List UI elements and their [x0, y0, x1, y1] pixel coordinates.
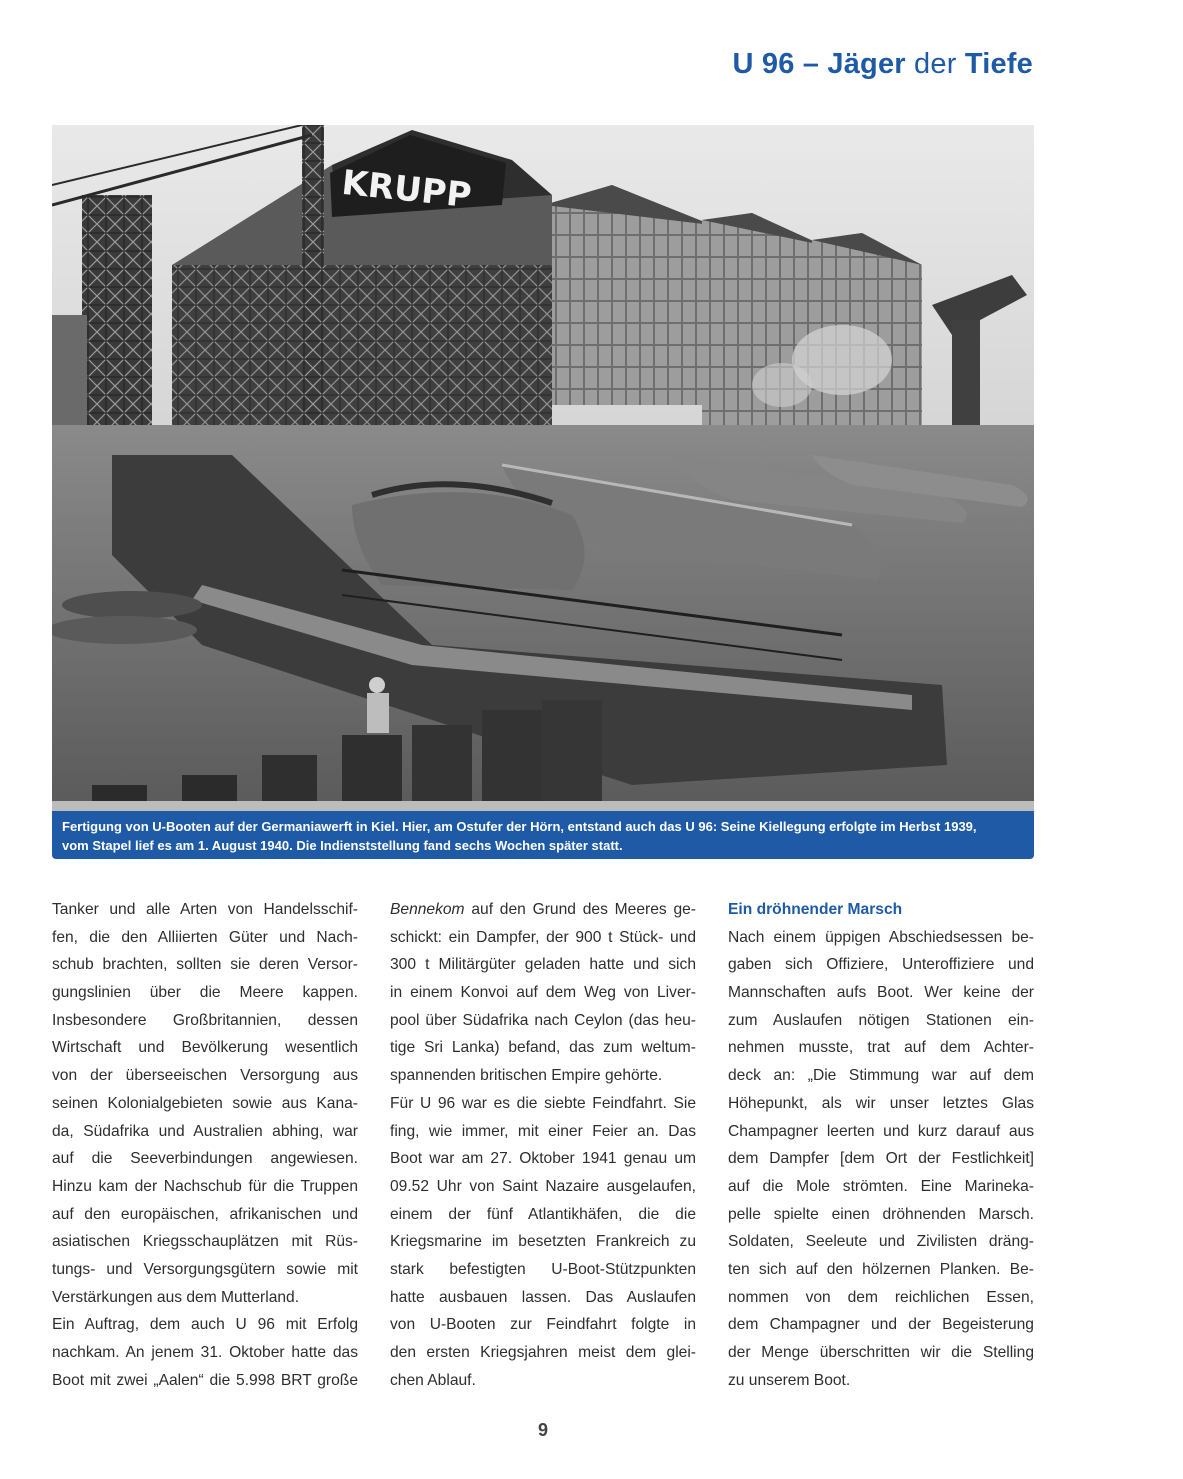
text-column-3 [728, 896, 1034, 1394]
shipyard-photo [52, 125, 1034, 811]
caption-line: Fertigung von U-Booten auf der Germaniawerft in Kiel. Hier, am Ostufer der Hörn, entstand auch das U 96: Seine Kiellegung erfolgte im Herbst 1939, [62, 819, 977, 834]
text-line: nommen von dem reichlichen Essen, [728, 1288, 1034, 1306]
text-line: pelle spielte einen dröhnenden Marsch. [728, 1205, 1034, 1223]
text-line: asiatischen Kriegsschauplätzen mit Rüs- [52, 1233, 358, 1251]
text-line: Soldaten, Seeleute und Zivilisten dräng- [728, 1233, 1034, 1251]
caption-line: vom Stapel lief es am 1. August 1940. Die Indienststellung fand sechs Wochen später statt. [62, 838, 623, 853]
text-line: Nach einem üppigen Abschiedsessen be- [728, 928, 1034, 946]
text-line: Für U 96 war es die siebte Feindfahrt. Sie [390, 1094, 696, 1112]
text-column-2 [390, 896, 696, 1394]
page-title [732, 48, 1033, 81]
text-line: einem der fünf Atlantikhäfen, die die [390, 1205, 696, 1223]
text-line: spannenden britischen Empire gehörte. [390, 1067, 663, 1085]
submarine-bow [352, 484, 585, 590]
text-line: nehmen musste, trat auf dem Achter- [728, 1039, 1034, 1057]
krupp-sign-text: KRUPP [339, 162, 474, 217]
text-line: fen, die den Alliierten Güter und Nach- [52, 928, 358, 946]
text-line: tige Sri Lanka) befand, das zum weltum- [390, 1039, 696, 1057]
text-line: Mannschaften aufs Boot. Wer keine der [728, 984, 1034, 1002]
text-line: da, Südafrika und Australien abhing, war [52, 1122, 358, 1140]
text-line: Boot mit zwei „Aalen“ die 5.998 BRT große [52, 1371, 358, 1389]
text-line: Verstärkungen aus dem Mutterland. [52, 1288, 300, 1306]
text-line: in einem Konvoi auf dem Weg von Liver- [390, 984, 696, 1002]
text-line: von U-Booten zur Feindfahrt folgte in [390, 1316, 696, 1334]
text-line: von der überseeischen Versorgung aus [52, 1067, 358, 1085]
title-part-bold: U 96 – Jäger [732, 48, 906, 80]
page-number: 9 [537, 1420, 548, 1440]
text-line: dem Dampfer [dem Ort der Festlichkeit] [728, 1150, 1034, 1168]
text-line-rest: auf den Grund des Meeres ge- [464, 901, 696, 918]
section-subheading: Ein dröhnender Marsch [728, 901, 903, 918]
text-line: zum Auslaufen nötigen Stationen ein- [728, 1011, 1034, 1029]
text-line: Boot war am 27. Oktober 1941 genau um [390, 1150, 696, 1168]
text-line: gaben sich Offiziere, Unteroffiziere und [728, 956, 1034, 974]
text-line: Champagner leerten und kurz darauf aus [728, 1122, 1034, 1140]
photo-caption [52, 811, 1034, 859]
text-line: chen Ablauf. [390, 1371, 476, 1389]
text-line: auf den europäischen, afrikanischen und [52, 1205, 358, 1223]
text-line: Wirtschaft und Bevölkerung wesentlich [52, 1039, 358, 1057]
text-line: schickt: ein Dampfer, der 900 t Stück- und [390, 928, 696, 946]
text-line: stark befestigten U-Boot-Stützpunkten [390, 1260, 696, 1278]
text-line: pool über Südafrika nach Ceylon (das heu- [390, 1011, 696, 1029]
text-line: deck an: „Die Stimmung war auf dem [728, 1067, 1034, 1085]
text-line: der Menge überschritten wir die Stelling [728, 1344, 1034, 1361]
text-line: nachkam. An jenem 31. Oktober hatte das [52, 1344, 358, 1361]
text-line: schub brachten, sollten sie deren Versor- [52, 956, 358, 974]
text-line [390, 896, 696, 924]
text-line: ten sich auf den hölzernen Planken. Be- [728, 1260, 1034, 1278]
text-line: gungslinien über die Meere kappen. [52, 984, 358, 1002]
title-part-end: Tiefe [964, 48, 1033, 80]
title-part-light: der [914, 48, 957, 80]
text-line: Tanker und alle Arten von Handelsschif- [52, 901, 358, 918]
ship-name: Bennekom [390, 901, 465, 918]
hall-right-1 [544, 185, 712, 405]
text-line: auf die Seeverbindungen angewiesen. [52, 1150, 358, 1168]
text-line: Insbesondere Großbritannien, dessen [52, 1011, 358, 1029]
text-line: den ersten Kriegsjahren meist dem glei- [390, 1344, 696, 1361]
text-line: auf die Mole strömten. Eine Marineka- [728, 1177, 1034, 1195]
text-line: Kriegsmarine im besetzten Frankreich zu [390, 1233, 696, 1251]
text-line: zu unserem Boot. [728, 1371, 851, 1389]
text-line: hatte ausbauen lassen. Das Auslaufen [390, 1288, 696, 1306]
text-line: 09.52 Uhr von Saint Nazaire ausgelaufen, [390, 1177, 696, 1195]
text-line: Ein Auftrag, dem auch U 96 mit Erfolg [52, 1316, 358, 1334]
text-line: seinen Kolonialgebieten sowie aus Kana- [52, 1094, 358, 1112]
text-line: Hinzu kam der Nachschub für die Truppen [52, 1177, 358, 1195]
text-line: tungs- und Versorgungsgütern sowie mit [52, 1260, 358, 1278]
text-column-1 [52, 896, 358, 1394]
text-line: dem Champagner und der Begeisterung [728, 1316, 1034, 1334]
text-line: Höhepunkt, als wir unser letztes Glas [728, 1094, 1034, 1112]
text-line: 300 t Militärgüter geladen hatte und sich [390, 956, 696, 974]
text-line: fing, wie immer, mit einer Feier an. Das [390, 1122, 696, 1140]
